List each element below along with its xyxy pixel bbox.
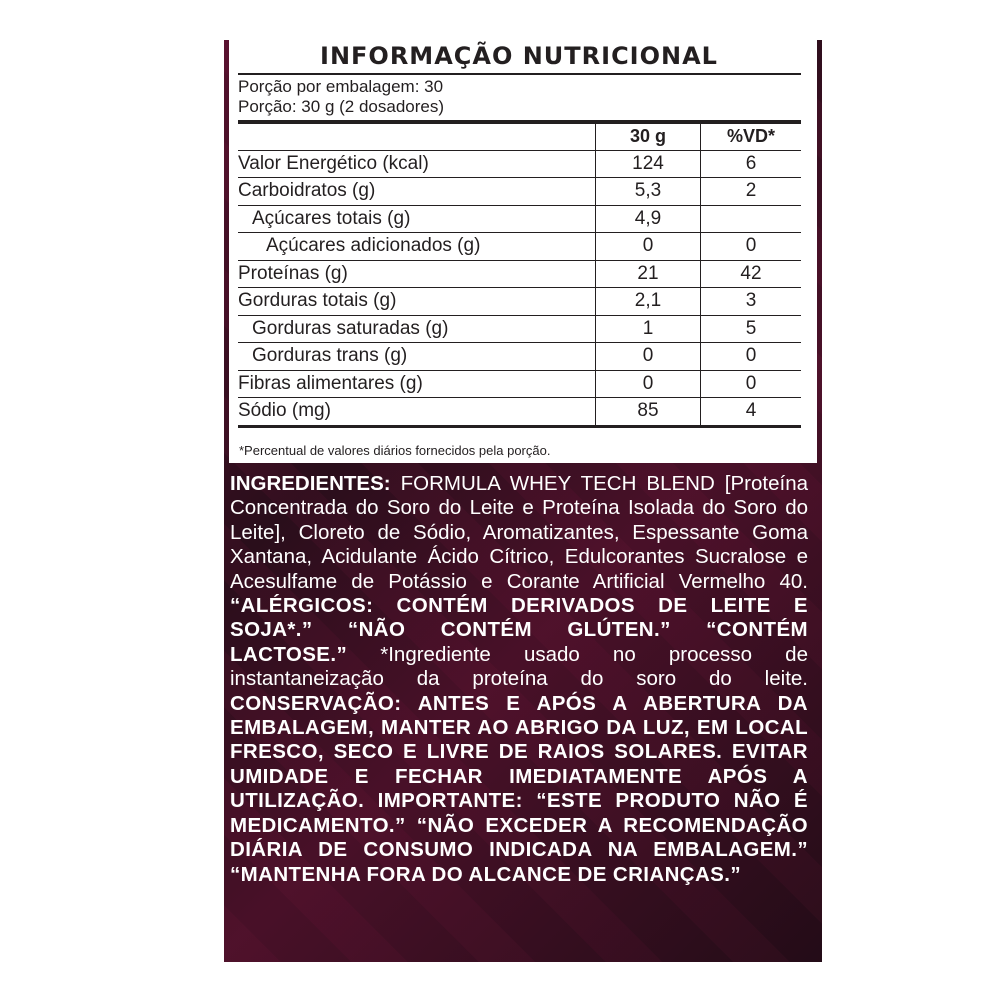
nutrient-daily-value: 0 xyxy=(701,370,802,398)
nutrient-name: Açúcares totais (g) xyxy=(238,205,596,233)
ingredients-label: INGREDIENTES: xyxy=(230,472,391,495)
nutrient-daily-value: 3 xyxy=(701,288,802,316)
nutrient-daily-value: 0 xyxy=(701,233,802,261)
nutrient-amount: 2,1 xyxy=(596,288,701,316)
serving-size: Porção: 30 g (2 dosadores) xyxy=(238,97,445,116)
product-label xyxy=(224,40,822,962)
nutrient-daily-value: 0 xyxy=(701,343,802,371)
nutrient-daily-value: 5 xyxy=(701,315,802,343)
nutrient-daily-value: 4 xyxy=(701,398,802,427)
daily-value-footnote: *Percentual de valores diários fornecidos pela porção. xyxy=(239,443,551,458)
nutrient-amount: 4,9 xyxy=(596,205,701,233)
nutrient-name: Fibras alimentares (g) xyxy=(238,370,596,398)
nutrient-amount: 1 xyxy=(596,315,701,343)
table-row xyxy=(238,398,801,427)
table-row xyxy=(238,233,801,261)
conservation-warnings: CONSERVAÇÃO: ANTES E APÓS A ABERTURA DA EMBALAGEM, MANTER AO ABRIGO DA LUZ, EM LOCAL FRESCO, SECO E LIVRE DE RAIOS SOLARES. EVITAR UMIDADE E FECHAR IMEDIATAMENTE APÓS A UTILIZAÇÃO. IMPORTANTE: “ESTE PRODUTO NÃO É MEDICAMENTO.” “NÃO EXCEDER A RECOMENDAÇÃO DIÁRIA DE CONSUMO INDICADA NA EMBALAGEM.” “MANTENHA FORA DO ALCANCE DE CRIANÇAS.” xyxy=(230,691,808,886)
nutrient-amount: 124 xyxy=(596,150,701,178)
nutrient-name: Açúcares adicionados (g) xyxy=(238,233,596,261)
nutrient-name: Gorduras trans (g) xyxy=(238,343,596,371)
table-header-row xyxy=(238,123,801,150)
nutrient-name: Carboidratos (g) xyxy=(238,178,596,206)
daily-value-header: %VD* xyxy=(701,123,802,150)
table-row xyxy=(238,315,801,343)
nutrient-amount: 21 xyxy=(596,260,701,288)
amount-header: 30 g xyxy=(596,123,701,150)
table-row xyxy=(238,260,801,288)
nutrient-name: Sódio (mg) xyxy=(238,398,596,427)
nutrient-name: Proteínas (g) xyxy=(238,260,596,288)
nutrient-name: Gorduras saturadas (g) xyxy=(238,315,596,343)
nutrient-amount: 5,3 xyxy=(596,178,701,206)
nutrient-name: Valor Energético (kcal) xyxy=(238,150,596,178)
nutrient-name: Gorduras totais (g) xyxy=(238,288,596,316)
nutrition-facts-panel xyxy=(229,40,817,463)
table-row xyxy=(238,178,801,206)
nutrient-daily-value: 42 xyxy=(701,260,802,288)
nutrient-amount: 0 xyxy=(596,233,701,261)
table-row xyxy=(238,205,801,233)
nutrition-title: INFORMAÇÃO NUTRICIONAL xyxy=(320,42,718,70)
table-row xyxy=(238,150,801,178)
table-row xyxy=(238,288,801,316)
ingredient-note: *Ingrediente usado no processo de instantaneização da proteína do soro do leite. xyxy=(230,642,808,691)
nutrient-daily-value xyxy=(701,205,802,233)
nutrient-amount: 0 xyxy=(596,343,701,371)
nutrient-daily-value: 2 xyxy=(701,178,802,206)
nutrient-amount: 85 xyxy=(596,398,701,427)
servings-per-package: Porção por embalagem: 30 xyxy=(238,77,444,96)
title-divider xyxy=(238,73,801,75)
nutrient-amount: 0 xyxy=(596,370,701,398)
table-row xyxy=(238,370,801,398)
allergen-statement: “ALÉRGICOS: CONTÉM DERIVADOS DE LEITE E SOJA*.” “NÃO CONTÉM GLÚTEN.” “CONTÉM LACTOSE.” xyxy=(230,594,808,666)
ingredients-block xyxy=(230,472,808,887)
nutrition-table xyxy=(238,123,801,428)
table-row xyxy=(238,343,801,371)
nutrient-daily-value: 6 xyxy=(701,150,802,178)
nutrient-header xyxy=(238,123,596,150)
ingredients-text: FORMULA WHEY TECH BLEND [Proteína Concentrada do Soro do Leite e Proteína Isolada do Soro do Leite], Cloreto de Sódio, Aromatizantes, Espessante Goma Xantana, Acidulante Ácido Cítrico, Edulcorantes Sucralose e Acesulfame de Potássio e Corante Artificial Vermelho 40. xyxy=(230,472,808,593)
